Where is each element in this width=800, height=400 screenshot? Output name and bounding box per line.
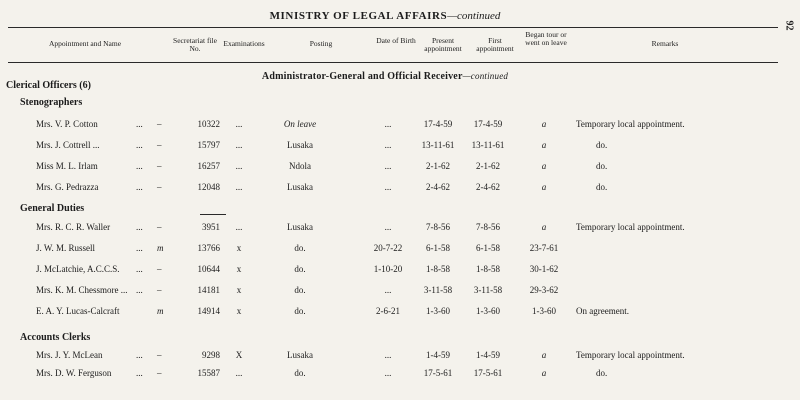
- tour-date: 23-7-61: [529, 243, 559, 253]
- marital-mark: –: [157, 350, 162, 360]
- subgroup-title-general: General Duties: [20, 203, 85, 214]
- posting-cell: Lusaka: [287, 182, 313, 192]
- file-number: 15587: [197, 368, 220, 378]
- file-number: 16257: [197, 161, 220, 171]
- marital-mark: –: [157, 161, 162, 171]
- col-header-dob: Date of Birth: [376, 36, 416, 45]
- name-cell: Miss M. L. Irlam: [36, 161, 98, 171]
- remarks-cell: Temporary local appointment.: [576, 350, 685, 360]
- table-row: [0, 264, 800, 276]
- posting-cell: On leave: [283, 119, 317, 129]
- present-appointment: 13-11-61: [421, 140, 455, 150]
- first-appointment: 13-11-61: [471, 140, 505, 150]
- table-row: [0, 306, 800, 318]
- leader-dots: ...: [136, 350, 143, 360]
- tour-date: 30-1-62: [529, 264, 559, 274]
- name-cell: Mrs. D. W. Ferguson: [36, 368, 112, 378]
- name-cell: E. A. Y. Lucas-Calcraft: [36, 306, 120, 316]
- present-appointment: 1-8-58: [426, 264, 450, 274]
- leader-dots: ...: [136, 243, 143, 253]
- leader-dots: ...: [136, 119, 143, 129]
- present-appointment: 17-4-59: [423, 119, 453, 129]
- date-of-birth: 2-6-21: [376, 306, 400, 316]
- stray-rule: [200, 214, 226, 215]
- name-cell: J. W. M. Russell: [36, 243, 96, 253]
- table-row: [0, 182, 800, 194]
- tour-date: 1-3-60: [532, 306, 556, 316]
- table-row: [0, 119, 800, 131]
- date-of-birth: ...: [384, 285, 392, 295]
- name-cell: Mrs. K. M. Chessmore ...: [36, 285, 128, 295]
- file-number: 9298: [202, 350, 220, 360]
- first-appointment: 1-8-58: [476, 264, 500, 274]
- exam-mark: ...: [235, 222, 243, 232]
- posting-cell: Ndola: [289, 161, 311, 171]
- exam-mark: x: [236, 243, 242, 253]
- subgroup-title-stenographers: Stenographers: [20, 97, 83, 108]
- exam-mark: x: [236, 285, 242, 295]
- table-row: [0, 285, 800, 297]
- exam-mark: x: [236, 306, 242, 316]
- remarks-cell: Temporary local appointment.: [576, 119, 685, 129]
- table-row: [0, 368, 800, 380]
- date-of-birth: ...: [384, 161, 392, 171]
- col-header-file-no: Secretariat file No.: [173, 36, 217, 53]
- marital-mark: –: [157, 140, 162, 150]
- first-appointment: 2-1-62: [476, 161, 500, 171]
- date-of-birth: ...: [384, 119, 392, 129]
- exam-mark: ...: [235, 140, 243, 150]
- name-cell: J. McLatchie, A.C.C.S.: [36, 264, 120, 274]
- date-of-birth: 1-10-20: [373, 264, 403, 274]
- name-cell: Mrs. V. P. Cotton: [36, 119, 98, 129]
- first-appointment: 17-4-59: [473, 119, 503, 129]
- remarks-cell: Temporary local appointment.: [576, 222, 685, 232]
- file-number: 14914: [197, 306, 220, 316]
- marital-mark: –: [157, 119, 162, 129]
- col-header-remarks: Remarks: [651, 39, 679, 48]
- present-appointment: 2-4-62: [426, 182, 450, 192]
- file-number: 13766: [197, 243, 220, 253]
- first-appointment: 1-4-59: [476, 350, 500, 360]
- tour-date: a: [541, 161, 547, 171]
- table-row: [0, 222, 800, 234]
- marital-mark: –: [157, 182, 162, 192]
- exam-mark: X: [235, 350, 243, 360]
- leader-dots: ...: [136, 368, 143, 378]
- col-header-first: First appointment: [476, 36, 514, 53]
- remarks-cell: do.: [596, 368, 608, 378]
- present-appointment: 7-8-56: [426, 222, 450, 232]
- page-title: MINISTRY OF LEGAL AFFAIRS—continued: [269, 10, 501, 22]
- remarks-cell: do.: [596, 140, 608, 150]
- file-number: 10322: [197, 119, 220, 129]
- section-title: Administrator-General and Official Receiver—continued: [261, 71, 509, 82]
- tour-date: a: [541, 182, 547, 192]
- remarks-cell: do.: [596, 182, 608, 192]
- date-of-birth: ...: [384, 182, 392, 192]
- file-number: 12048: [197, 182, 220, 192]
- remarks-cell: On agreement.: [576, 306, 629, 316]
- posting-cell: do.: [294, 306, 306, 316]
- exam-mark: ...: [235, 119, 243, 129]
- name-cell: Mrs. J. Cottrell ...: [36, 140, 100, 150]
- exam-mark: ...: [235, 182, 243, 192]
- posting-cell: Lusaka: [287, 222, 313, 232]
- present-appointment: 6-1-58: [426, 243, 450, 253]
- present-appointment: 1-4-59: [426, 350, 450, 360]
- col-header-tour: Began tour or went on leave: [525, 30, 567, 47]
- file-number: 3951: [202, 222, 220, 232]
- exam-mark: x: [236, 264, 242, 274]
- present-appointment: 1-3-60: [426, 306, 450, 316]
- present-appointment: 2-1-62: [426, 161, 450, 171]
- file-number: 15797: [197, 140, 220, 150]
- date-of-birth: ...: [384, 350, 392, 360]
- marital-mark: –: [157, 264, 162, 274]
- group-title: Clerical Officers (6): [6, 80, 91, 91]
- remarks-cell: do.: [596, 161, 608, 171]
- exam-mark: ...: [235, 161, 243, 171]
- table-row: [0, 243, 800, 255]
- col-header-posting: Posting: [309, 39, 333, 48]
- leader-dots: ...: [136, 140, 143, 150]
- first-appointment: 2-4-62: [476, 182, 500, 192]
- name-cell: Mrs. R. C. R. Waller: [36, 222, 111, 232]
- exam-mark: ...: [235, 368, 243, 378]
- col-header-present: Present appointment: [424, 36, 462, 53]
- posting-cell: do.: [294, 264, 306, 274]
- leader-dots: ...: [136, 222, 143, 232]
- posting-cell: do.: [294, 243, 306, 253]
- col-header-examinations: Examinations: [223, 39, 265, 48]
- header-bottom-rule: [8, 62, 778, 63]
- date-of-birth: ...: [384, 222, 392, 232]
- table-row: [0, 140, 800, 152]
- table-row: [0, 350, 800, 362]
- col-header-appointment: Appointment and Name: [48, 39, 122, 48]
- tour-date: a: [541, 222, 547, 232]
- leader-dots: ...: [136, 264, 143, 274]
- date-of-birth: 20-7-22: [373, 243, 403, 253]
- leader-dots: ...: [136, 161, 143, 171]
- leader-dots: ...: [136, 285, 143, 295]
- date-of-birth: ...: [384, 140, 392, 150]
- tour-date: a: [541, 119, 547, 129]
- header-top-rule: [8, 27, 778, 28]
- name-cell: Mrs. J. Y. McLean: [36, 350, 103, 360]
- marital-mark: –: [157, 285, 162, 295]
- tour-date: 29-3-62: [529, 285, 559, 295]
- file-number: 14181: [197, 285, 220, 295]
- first-appointment: 6-1-58: [476, 243, 500, 253]
- first-appointment: 7-8-56: [476, 222, 500, 232]
- marital-mark: m: [157, 243, 164, 253]
- tour-date: a: [541, 350, 547, 360]
- table-row: [0, 161, 800, 173]
- subgroup-title-accounts: Accounts Clerks: [20, 332, 91, 343]
- first-appointment: 1-3-60: [476, 306, 500, 316]
- date-of-birth: ...: [384, 368, 392, 378]
- present-appointment: 17-5-61: [423, 368, 453, 378]
- posting-cell: Lusaka: [287, 350, 313, 360]
- file-number: 10644: [197, 264, 220, 274]
- marital-mark: m: [157, 306, 164, 316]
- marital-mark: –: [157, 368, 162, 378]
- tour-date: a: [541, 368, 547, 378]
- present-appointment: 3-11-58: [423, 285, 453, 295]
- posting-cell: Lusaka: [287, 140, 313, 150]
- marital-mark: –: [157, 222, 162, 232]
- leader-dots: ...: [136, 182, 143, 192]
- page-number: 92: [783, 20, 795, 31]
- posting-cell: do.: [294, 285, 306, 295]
- posting-cell: do.: [294, 368, 306, 378]
- first-appointment: 3-11-58: [473, 285, 503, 295]
- first-appointment: 17-5-61: [473, 368, 503, 378]
- tour-date: a: [541, 140, 547, 150]
- name-cell: Mrs. G. Pedrazza: [36, 182, 99, 192]
